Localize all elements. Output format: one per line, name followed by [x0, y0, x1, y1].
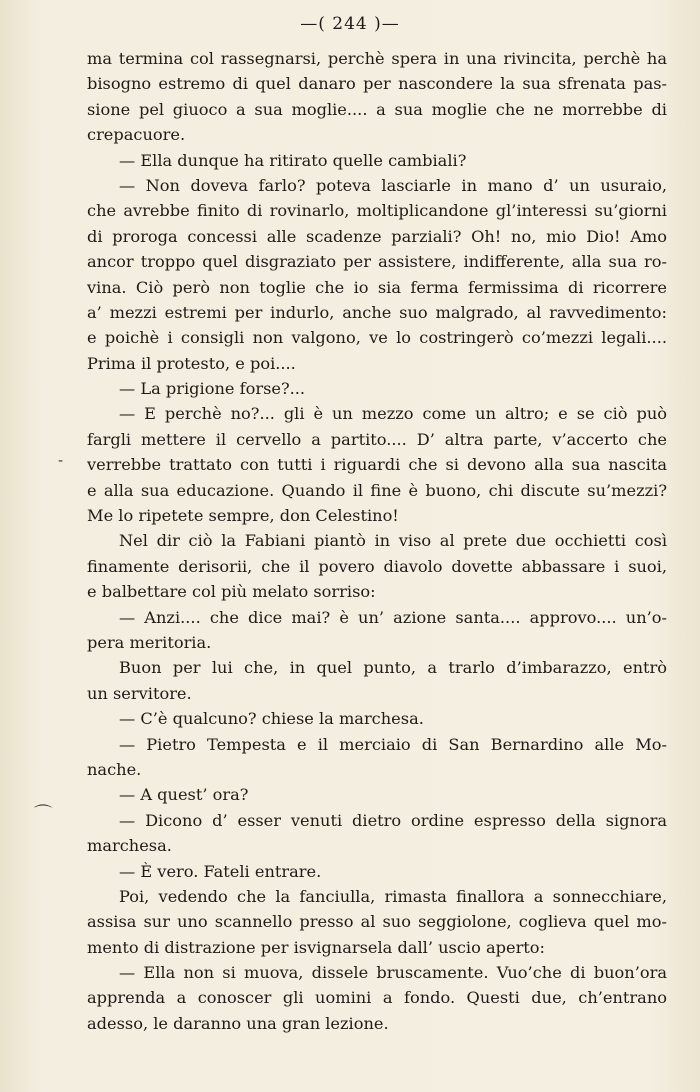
text-line: di proroga concessi alle scadenze parziali? Oh! no, mio Dio! Amo [87, 226, 667, 246]
margin-dash-mark: - [58, 451, 64, 469]
text-line: verrebbe trattato con tutti i riguardi che si devono alla sua nascita [87, 455, 667, 475]
text-line: nache. [87, 759, 142, 779]
text-line: — Anzi.... che dice mai? è un’ azione santa.... approvo.... un’o- [119, 607, 667, 627]
text-line: fargli mettere il cervello a partito.... D’ altra parte, v’accerto che [87, 429, 667, 449]
text-line: che avrebbe finito di rovinarlo, moltiplicandone gl’interessi su’giorni [87, 201, 667, 221]
text-line: bisogno estremo di quel danaro per nascondere la sua sfrenata pas- [87, 74, 667, 94]
text-line: — A quest’ ora? [119, 785, 249, 805]
text-line: Buon per lui che, in quel punto, a trarlo d’imbarazzo, entrò [119, 658, 667, 678]
text-line: — La prigione forse?... [119, 379, 306, 399]
text-line: vina. Ciò però non toglie che io sia ferma fermissima di ricorrere [87, 277, 667, 297]
text-line: — Pietro Tempesta e il merciaio di San Bernardino alle Mo- [119, 734, 667, 754]
text-line: Nel dir ciò la Fabiani piantò in viso al prete due occhietti così [119, 531, 667, 551]
text-line: — È vero. Fateli entrare. [119, 861, 322, 881]
text-line: mento di distrazione per isvignarsela dall’ uscio aperto: [87, 937, 546, 957]
text-line: e poichè i consigli non valgono, ve lo costringerò co’mezzi legali.... [87, 328, 667, 348]
body-text [87, 46, 667, 1036]
text-line: — Dicono d’ esser venuti dietro ordine espresso della signora [119, 810, 667, 830]
text-line: e alla sua educazione. Quando il fine è buono, chi discute su’mezzi? [87, 480, 667, 500]
text-line: ancor troppo quel disgraziato per assistere, indifferente, alla sua ro- [87, 252, 667, 272]
text-line: a’ mezzi estremi per indurlo, anche suo malgrado, al ravvedimento: [87, 302, 667, 322]
text-line: Me lo ripetete sempre, don Celestino! [87, 506, 399, 526]
text-line: — Non doveva farlo? poteva lasciarle in mano d’ un usuraio, [119, 175, 667, 195]
text-line: marchesa. [87, 836, 172, 856]
text-line: — C’è qualcuno? chiese la marchesa. [119, 709, 424, 729]
text-line: ma termina col rassegnarsi, perchè spera in una rivincita, perchè ha [87, 49, 667, 68]
text-line: adesso, le daranno una gran lezione. [87, 1013, 389, 1033]
text-line: e balbettare col più melato sorriso: [87, 582, 376, 602]
text-line: — Ella dunque ha ritirato quelle cambiali? [119, 150, 467, 170]
text-line: — Ella non si muova, dissele bruscamente. Vuo’che di buon’ora [119, 963, 667, 983]
text-line: finamente derisorii, che il povero diavolo dovette abbassare i suoi, [87, 556, 667, 576]
text-line: assisa sur uno scannello presso al suo seggiolone, coglieva quel mo- [87, 912, 667, 932]
text-line: un servitore. [87, 683, 192, 703]
margin-pencil-mark: ⌒ [34, 804, 52, 825]
text-line: — E perchè no?... gli è un mezzo come un altro; e se ciò può [119, 404, 667, 424]
text-line: sione pel giuoco a sua moglie.... a sua moglie che ne morrebbe di [87, 99, 667, 119]
text-line: Prima il protesto, e poi.... [87, 353, 296, 373]
text-line: Poi, vedendo che la fanciulla, rimasta finallora a sonnecchiare, [119, 886, 667, 906]
text-line: apprenda a conoscer gli uomini a fondo. Questi due, ch’entrano [87, 988, 667, 1008]
page-number: —( 244 )— [300, 14, 400, 34]
text-line: pera meritoria. [87, 632, 212, 652]
text-line: crepacuore. [87, 125, 186, 145]
